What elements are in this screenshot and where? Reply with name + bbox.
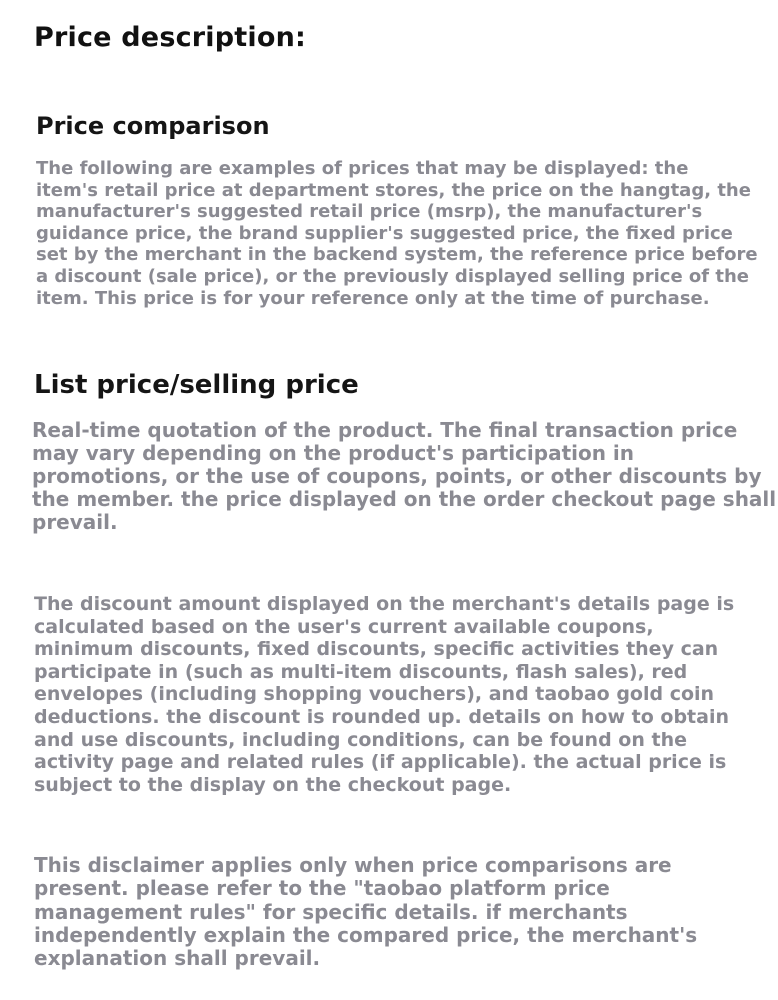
page-title: Price description: — [34, 22, 307, 53]
discount-note-text: The discount amount displayed on the merchant's details page is calculated based on the user's current available coupons, minimum discounts, fixed discounts, specific activities they can participate in (such as multi-item discounts, flash sales), red envelopes (including shopping vouchers), and taobao gold coin deductions. the discount is rounded up. details on how to obtain and use discounts, including conditions, can be found on the activity page and related rules (if applicable). the actual price is subject to the display on the checkout page. — [34, 593, 735, 796]
section-heading-list-price: List price/selling price — [34, 370, 359, 400]
price-comparison-text: The following are examples of prices that may be displayed: the item's retail price at department stores, the price on the hangtag, the manufacturer's suggested retail price (msrp), the manufacturer's guidance price, the brand supplier's suggested price, the fixed price set by the merchant in the backend system, the reference price before a discount (sale price), or the previously displayed selling price of the item. This price is for your reference only at the time of purchase. — [36, 158, 758, 309]
section-heading-price-comparison: Price comparison — [36, 112, 270, 140]
disclaimer-text: This disclaimer applies only when price comparisons are present. please refer to the "taobao platform price management rules" for specific details. if merchants independently explain the compared price, the merchant's explanation shall prevail. — [34, 853, 698, 971]
list-price-text: Real-time quotation of the product. The final transaction price may vary depending on the product's participation in promotions, or the use of coupons, points, or other discounts by the member. the price displayed on the order checkout page shall prevail. — [32, 418, 777, 534]
